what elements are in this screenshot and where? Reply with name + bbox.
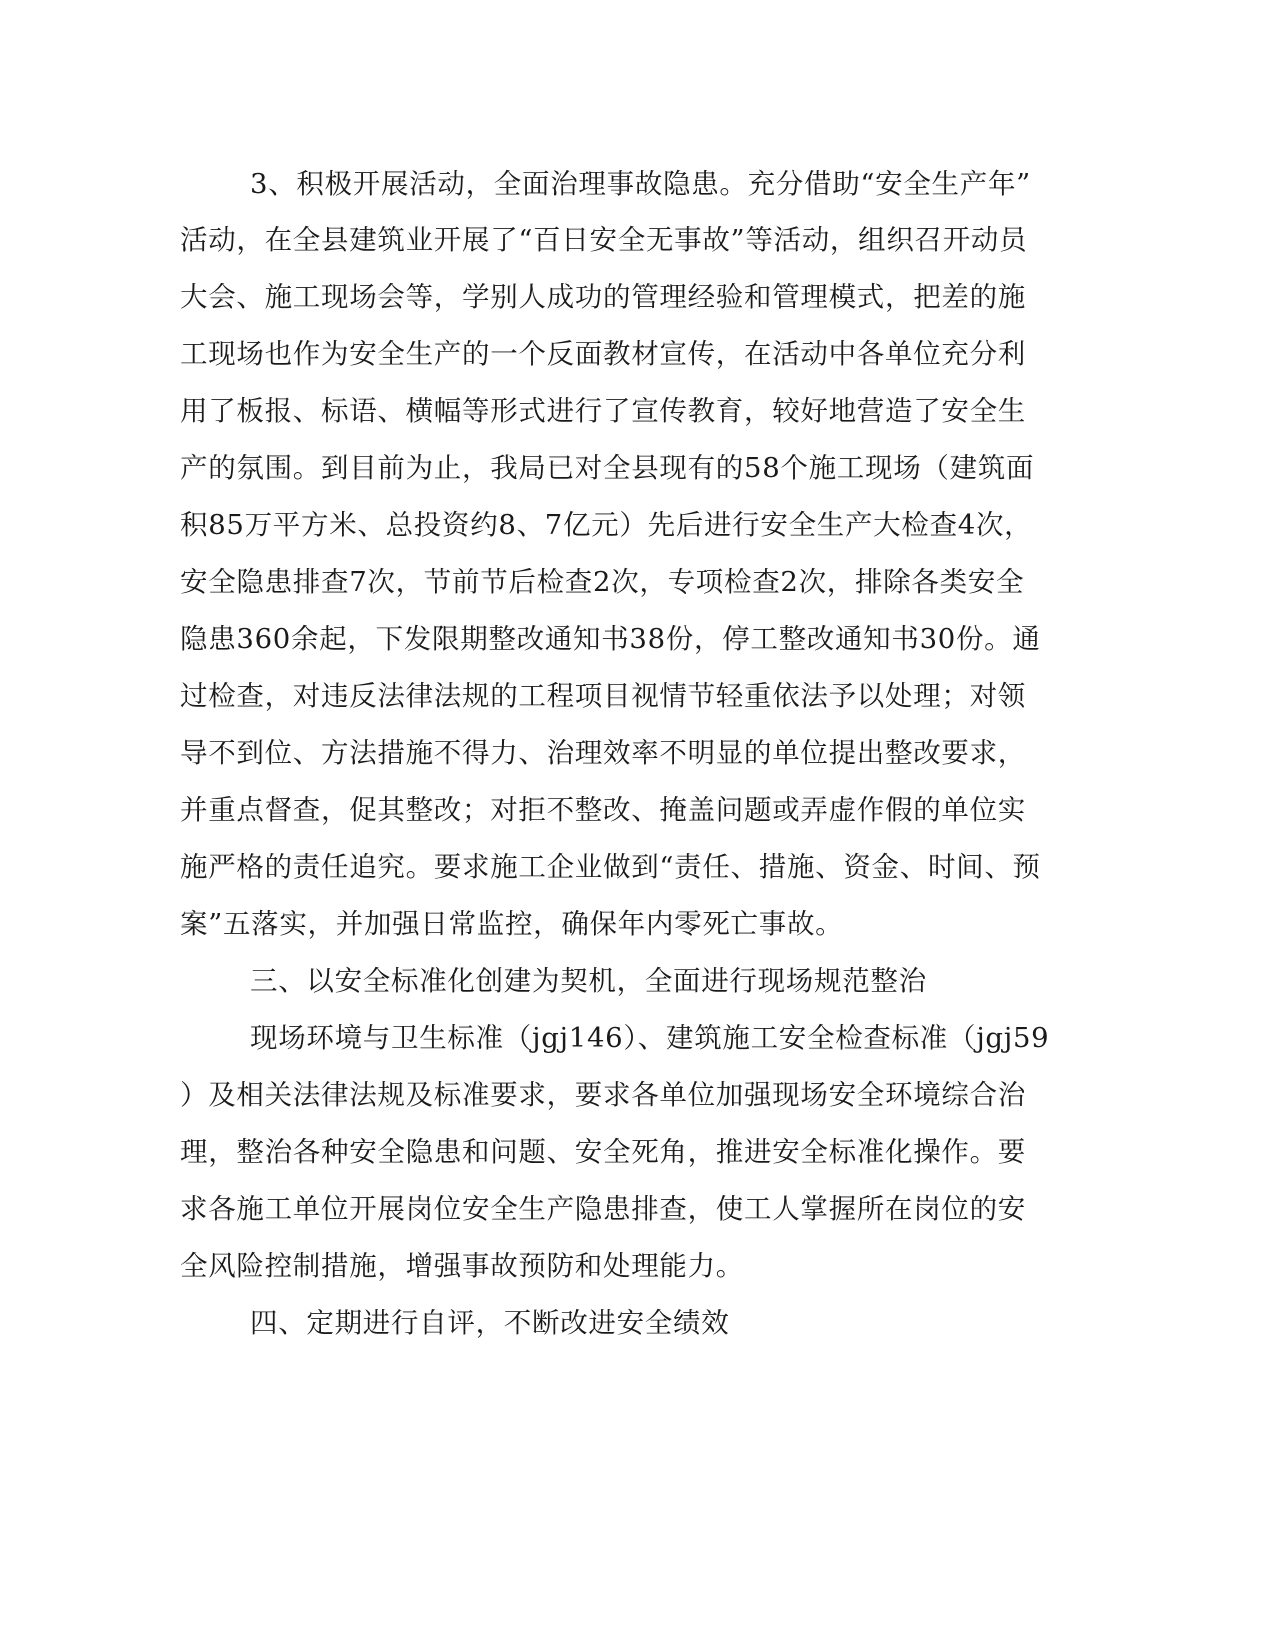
text-line: 产的氛围。到目前为止，我局已对全县现有的58个施工现场（建筑面 — [180, 452, 1035, 484]
text-line: 并重点督查，促其整改；对拒不整改、掩盖问题或弄虚作假的单位实 — [180, 794, 1026, 826]
text-line: 导不到位、方法措施不得力、治理效率不明显的单位提出整改要求， — [180, 737, 1026, 769]
text-line: ）及相关法律法规及标准要求，要求各单位加强现场安全环境综合治 — [180, 1079, 1026, 1111]
text-line: 过检查，对违反法律法规的工程项目视情节轻重依法予以处理；对领 — [180, 680, 1026, 712]
section-heading: 三、以安全标准化创建为契机，全面进行现场规范整治 — [250, 965, 927, 997]
text-line: 工现场也作为安全生产的一个反面教材宣传，在活动中各单位充分利 — [180, 338, 1026, 370]
text-line: 用了板报、标语、横幅等形式进行了宣传教育，较好地营造了安全生 — [180, 395, 1026, 427]
text-line: 大会、施工现场会等，学别人成功的管理经验和管理模式，把差的施 — [180, 281, 1026, 313]
text-line: 活动，在全县建筑业开展了“百日安全无事故”等活动，组织召开动员 — [180, 224, 1028, 256]
text-line: 积85万平方米、总投资约8、7亿元）先后进行安全生产大检查4次， — [180, 509, 1033, 541]
text-line: 求各施工单位开展岗位安全生产隐患排查，使工人掌握所在岗位的安 — [180, 1193, 1026, 1225]
text-line: 3、积极开展活动，全面治理事故隐患。充分借助“安全生产年” — [250, 168, 1031, 200]
text-line: 施严格的责任追究。要求施工企业做到“责任、措施、资金、时间、预 — [180, 851, 1041, 883]
text-line: 案”五落实，并加强日常监控，确保年内零死亡事故。 — [180, 908, 844, 940]
text-line: 安全隐患排查7次，节前节后检查2次，专项检查2次，排除各类安全 — [180, 566, 1025, 598]
text-line: 全风险控制措施，增强事故预防和处理能力。 — [180, 1250, 744, 1282]
section-heading: 四、定期进行自评，不断改进安全绩效 — [250, 1307, 730, 1339]
text-line: 现场环境与卫生标准（jgj146）、建筑施工安全检查标准（jgj59 — [250, 1022, 1050, 1054]
text-line: 理，整治各种安全隐患和问题、安全死角，推进安全标准化操作。要 — [180, 1136, 1026, 1168]
text-line: 隐患360余起，下发限期整改通知书38份，停工整改通知书30份。通 — [180, 623, 1041, 655]
